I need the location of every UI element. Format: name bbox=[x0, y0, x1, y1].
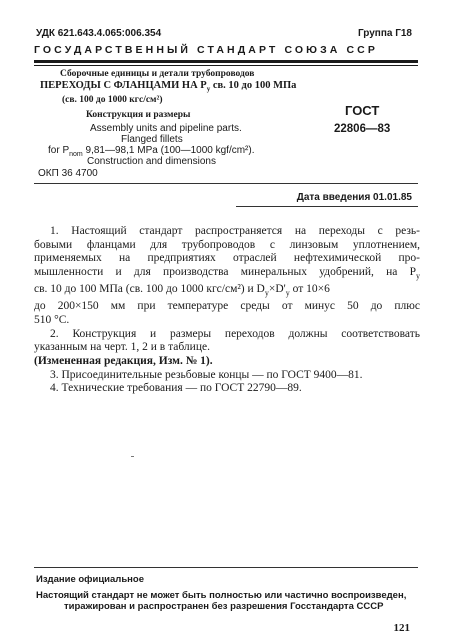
paragraph-1-line5: св. 10 до 100 МПа (св. 100 до 1000 кгс/см²) и $D_у\times D'_у$ от 10×6 bbox=[34, 283, 330, 298]
header-rule-thick bbox=[34, 60, 418, 63]
paragraph-3: 3. Присоединительные резьбовые концы — по ГОСТ 9400—81. bbox=[50, 368, 363, 381]
scan-mark bbox=[131, 456, 134, 457]
page-number: 121 bbox=[393, 622, 410, 634]
divider-date bbox=[236, 206, 418, 207]
group-code: Группа Г18 bbox=[357, 28, 412, 39]
document-body bbox=[34, 225, 420, 396]
title-ru-line2: ПЕРЕХОДЫ С ФЛАНЦАМИ НА $P_у$ св. 10 до 100 МПа bbox=[40, 80, 297, 94]
paragraph-1-line6: до 200×150 мм при температуре среды от минус 50 до плюс bbox=[34, 300, 420, 313]
title-ru-line1: Сборочные единицы и детали трубопроводов bbox=[60, 69, 255, 79]
amendment-note: (Измененная редакция, Изм. № 1). bbox=[34, 354, 213, 367]
title-en-line3: for $P_{nom}$ 9,81—98,1 MPa (100—1000 kgf/cm²). bbox=[48, 145, 255, 158]
divider-top bbox=[34, 183, 418, 184]
copyright-line1: Настоящий стандарт не может быть полностью или частично воспроизведен, bbox=[36, 590, 407, 601]
paragraph-1-line1: 1. Настоящий стандарт распространяется на переходы с резь- bbox=[50, 225, 420, 237]
paragraph-4: 4. Технические требования — по ГОСТ 22790—89. bbox=[50, 382, 302, 395]
okp-code: ОКП 36 4700 bbox=[38, 168, 98, 179]
gost-number: 22806—83 bbox=[334, 123, 391, 135]
introduction-date: Дата введения 01.01.85 bbox=[296, 192, 412, 203]
paragraph-2-line2: указанным на черт. 1, 2 и в таблице. bbox=[34, 341, 210, 354]
udk-code: УДК 621.643.4.065:006.354 bbox=[36, 28, 162, 39]
official-edition: Издание официальное bbox=[36, 574, 144, 585]
header-rule-thin bbox=[34, 65, 418, 66]
standard-title: ГОСУДАРСТВЕННЫЙ СТАНДАРТ СОЮЗА ССР bbox=[34, 44, 378, 56]
paragraph-1-line4: мышленности и для производства минеральных удобрений, на $P_у$ bbox=[34, 266, 420, 281]
title-en-line4: Construction and dimensions bbox=[87, 156, 216, 167]
paragraph-2-line1: 2. Конструкция и размеры переходов должны соответствовать bbox=[50, 327, 420, 340]
paragraph-1-line7: 510 °С. bbox=[34, 313, 70, 326]
title-en-line1: Assembly units and pipeline parts. bbox=[90, 123, 242, 134]
copyright-line2: тиражирован и распространен без разрешения Госстандарта СССР bbox=[64, 601, 384, 612]
paragraph-1-line3: применяемых на предприятиях отраслей нефтехимической про- bbox=[34, 252, 420, 265]
paragraph-1-line2: бовыми фланцами для трубопроводов с линзовым уплотнением, bbox=[34, 238, 420, 251]
gost-label: ГОСТ bbox=[345, 103, 380, 118]
title-en-line2: Flanged fillets bbox=[121, 134, 183, 145]
divider-footer bbox=[34, 567, 418, 568]
title-ru-line4: Конструкция и размеры bbox=[86, 110, 191, 120]
title-ru-line3: (св. 100 до 1000 кгс/см²) bbox=[62, 95, 163, 105]
